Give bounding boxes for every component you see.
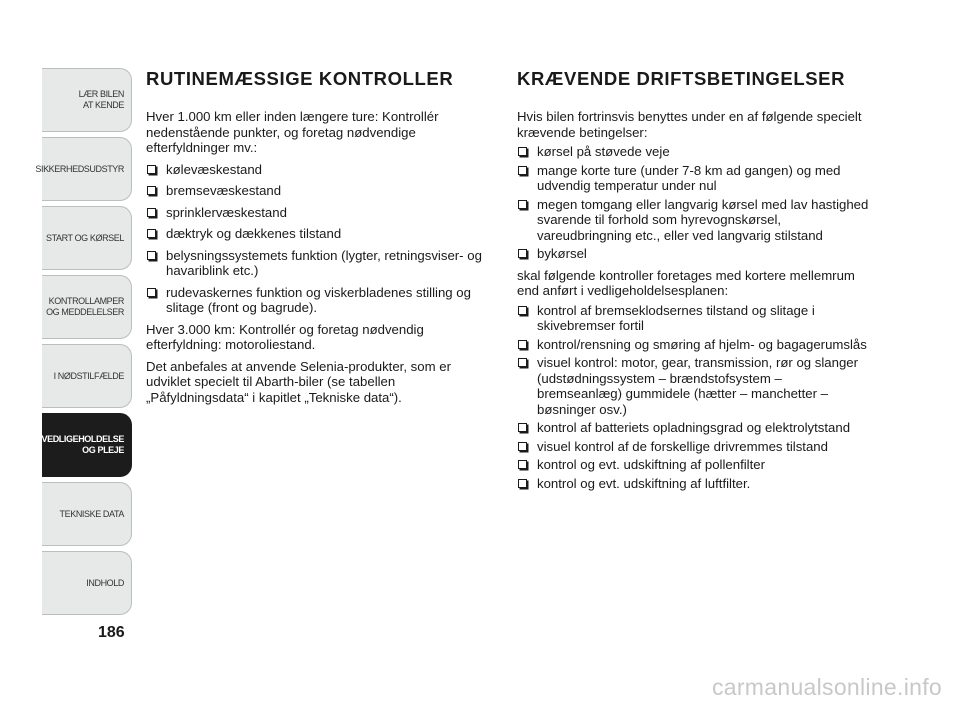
checkbox-bullet-icon [518, 166, 527, 175]
list-item: bremsevæskestand [146, 183, 498, 199]
checkbox-bullet-icon [518, 340, 527, 349]
list-item: megen tomgang eller langvarig kørsel med lav hastighed svarende til forhold som hyrevognskørsel, vareudbringning etc., eller ved langvarig stilstand [517, 197, 869, 244]
watermark: carmanualsonline.info [711, 674, 942, 700]
checks-list [517, 303, 869, 492]
tab-vedligeholdelse-og-pleje[interactable]: VEDLIGEHOLDELSE OG PLEJE [42, 413, 132, 477]
checkbox-bullet-icon [518, 423, 527, 432]
section-heading: KRÆVENDE DRIFTSBETINGELSER [517, 68, 846, 89]
tab-start-og-korsel[interactable]: START OG KØRSEL [42, 206, 132, 270]
routine-checks-section [146, 66, 498, 411]
checkbox-bullet-icon [518, 200, 527, 209]
list-item: mange korte ture (under 7-8 km ad gangen) og med udvendig temperatur under nul [517, 163, 869, 194]
list-item: kontrol og evt. udskiftning af luftfilter. [517, 476, 869, 492]
checklist [146, 162, 498, 316]
list-item: kontrol/rensning og smøring af hjelm- og bagagerumslås [517, 337, 869, 353]
list-item: belysningssystemets funktion (lygter, retningsviser- og havariblink etc.) [146, 248, 498, 279]
list-item: kølevæskestand [146, 162, 498, 178]
body-paragraph: Det anbefales at anvende Selenia-produkter, som er udviklet specielt til Abarth-biler (se tabellen „Påfyldningsdata“ i kapitlet „Tekniske data“). [146, 358, 451, 405]
list-item: kontrol af batteriets opladningsgrad og elektrolytstand [517, 420, 869, 436]
tab-laer-bilen-at-kende[interactable]: LÆR BILEN AT KENDE [42, 68, 132, 132]
list-item: kontrol af bremseklodsernes tilstand og slitage i skivebremser fortil [517, 303, 869, 334]
tab-indhold[interactable]: INDHOLD [42, 551, 132, 615]
list-item: visuel kontrol af de forskellige drivremmes tilstand [517, 439, 869, 455]
checkbox-bullet-icon [518, 306, 527, 315]
checkbox-bullet-icon [147, 186, 156, 195]
body-paragraph: skal følgende kontroller foretages med kortere mellemrum end anført i vedligeholdelsesplanen: [517, 267, 855, 298]
list-item: dæktryk og dækkenes tilstand [146, 226, 498, 242]
list-item: sprinklervæskestand [146, 205, 498, 221]
list-item: rudevaskernes funktion og viskerbladenes stilling og slitage (front og bagrude). [146, 285, 498, 316]
checkbox-bullet-icon [147, 165, 156, 174]
checkbox-bullet-icon [147, 288, 156, 297]
checkbox-bullet-icon [147, 229, 156, 238]
list-item: visuel kontrol: motor, gear, transmission, rør og slanger (udstødningssystem – brændstofsystem – bremseanlæg) gummidele (hætter – manchetter – bøsninger osv.) [517, 355, 869, 417]
tab-tekniske-data[interactable]: TEKNISKE DATA [42, 482, 132, 546]
checkbox-bullet-icon [147, 251, 156, 260]
checkbox-bullet-icon [518, 249, 527, 258]
tab-kontrollamper[interactable]: KONTROLLAMPER OG MEDDELELSER [42, 275, 132, 339]
checkbox-bullet-icon [518, 147, 527, 156]
checkbox-bullet-icon [518, 479, 527, 488]
tab-sikkerhedsudstyr[interactable]: SIKKERHEDSUDSTYR [42, 137, 132, 201]
intro-paragraph: Hver 1.000 km eller inden længere ture: Kontrollér nedenstående punkter, og foretag nødvendige efterfyldninger mv.: [146, 109, 439, 155]
checkbox-bullet-icon [518, 460, 527, 469]
tab-i-nodstilfaelde[interactable]: I NØDSTILFÆLDE [42, 344, 132, 408]
demanding-conditions-section [517, 66, 869, 497]
page-number: 186 [98, 624, 125, 641]
checkbox-bullet-icon [518, 358, 527, 367]
list-item: kontrol og evt. udskiftning af pollenfilter [517, 457, 869, 473]
list-item: kørsel på støvede veje [517, 144, 869, 160]
body-paragraph: Hver 3.000 km: Kontrollér og foretag nødvendig efterfyldning: motoroliestand. [146, 321, 424, 352]
checkbox-bullet-icon [147, 208, 156, 217]
intro-paragraph: Hvis bilen fortrinsvis benyttes under en af følgende specielt krævende betingelser: [517, 109, 862, 140]
section-heading: RUTINEMÆSSIGE KONTROLLER [146, 68, 454, 89]
list-item: bykørsel [517, 246, 869, 262]
conditions-list [517, 144, 869, 262]
checkbox-bullet-icon [518, 442, 527, 451]
